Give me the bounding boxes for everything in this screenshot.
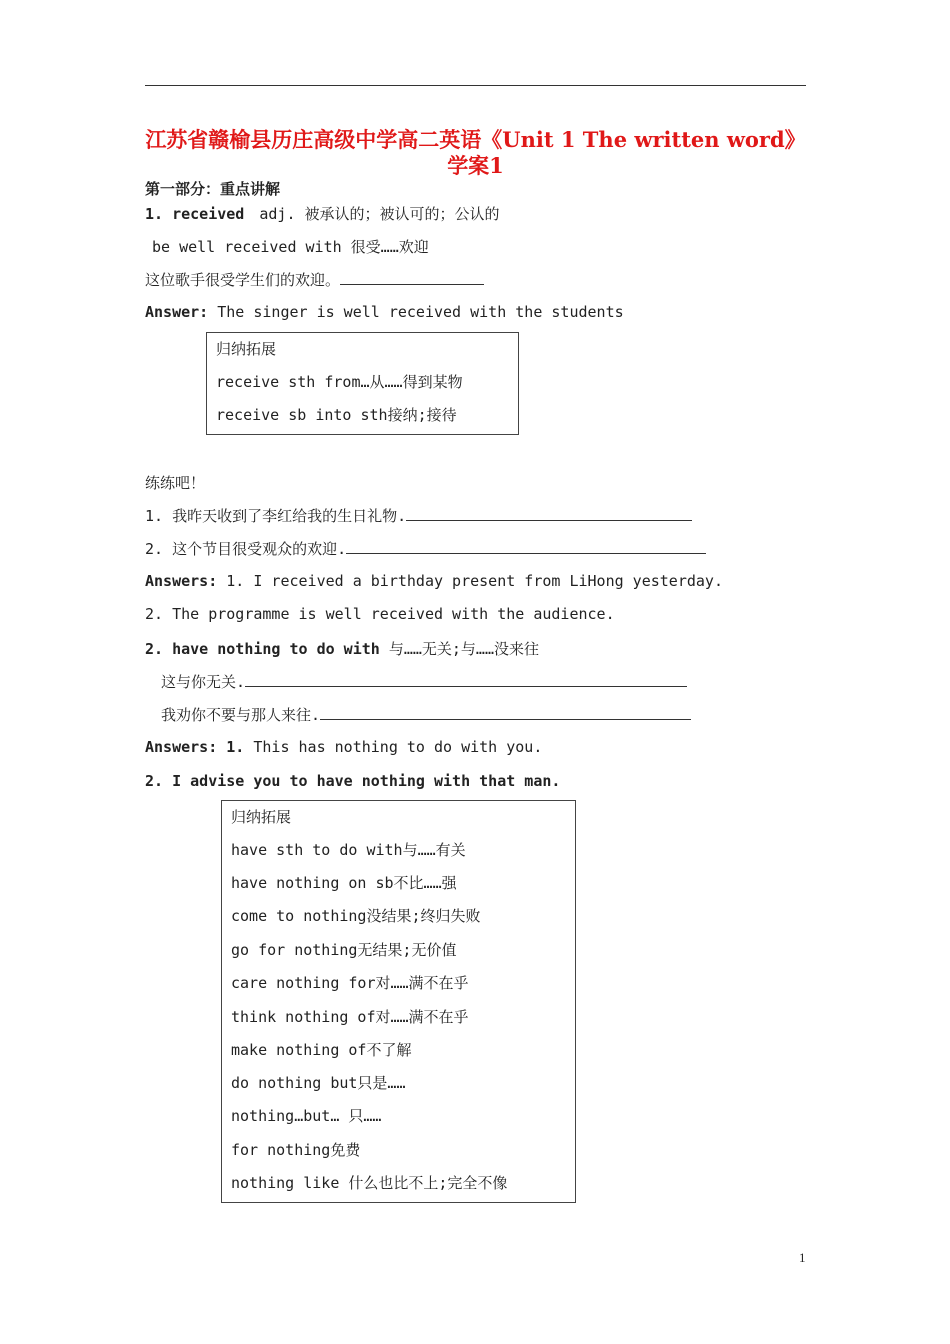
answer-blank xyxy=(245,672,687,687)
item2-number-phrase: 2. have nothing to do with xyxy=(145,640,380,658)
summary-box-2-line: have sth to do with与……有关 xyxy=(231,841,466,859)
summary-box-2-line: nothing…but… 只…… xyxy=(231,1107,382,1125)
item1-answer-label: Answer: xyxy=(145,303,209,321)
summary-box-1-line: receive sb into sth接纳;接待 xyxy=(216,406,457,424)
item2-answers-label: Answers: 1. xyxy=(145,738,245,756)
item1-phrase: be well received with 很受……欢迎 xyxy=(152,238,429,256)
item2-ex2-text: 我劝你不要与那人来往. xyxy=(161,706,321,724)
doc-title-line2: 学案1 xyxy=(447,153,504,178)
item2-heading xyxy=(145,638,539,659)
summary-box-1-title: 归纳拓展 xyxy=(216,340,277,358)
summary-box-2-line: care nothing for对……满不在乎 xyxy=(231,974,469,992)
item1-word: received xyxy=(172,205,245,223)
header-rule xyxy=(145,85,806,86)
answer-blank xyxy=(320,705,691,720)
summary-box-2-line: make nothing of不了解 xyxy=(231,1041,412,1059)
summary-box-2-line: nothing like 什么也比不上;完全不像 xyxy=(231,1174,508,1192)
summary-box-2-title: 归纳拓展 xyxy=(231,808,292,826)
summary-box-2-line: for nothing免费 xyxy=(231,1141,361,1159)
part1-heading: 第一部分：重点讲解 xyxy=(145,180,281,198)
item1-answer xyxy=(145,303,624,321)
summary-box-2-line: go for nothing无结果;无价值 xyxy=(231,941,457,959)
item2-ex1-text: 这与你无关. xyxy=(161,673,246,691)
practice-answer-1: 1. I received a birthday present from LiHong yesterday. xyxy=(226,572,723,590)
practice-q1-text: 1. 我昨天收到了李红给我的生日礼物. xyxy=(145,507,407,525)
summary-box-2-line: think nothing of对……满不在乎 xyxy=(231,1008,469,1026)
item1-number: 1. xyxy=(145,205,164,223)
item2-answer-1: This has nothing to do with you. xyxy=(253,738,543,756)
practice-q1 xyxy=(145,505,692,526)
item2-meaning: 与……无关;与……没来往 xyxy=(388,640,539,658)
practice-q2 xyxy=(145,538,706,559)
practice-heading: 练练吧！ xyxy=(145,474,206,492)
item1-meaning: adj. 被承认的；被认可的；公认的 xyxy=(259,205,500,223)
item1-heading xyxy=(145,203,500,224)
practice-answers-label: Answers: xyxy=(145,572,218,590)
item2-answers xyxy=(145,738,542,756)
item2-answer-2: 2. I advise you to have nothing with that man. xyxy=(145,772,561,790)
item1-exercise-text: 这位歌手很受学生们的欢迎。 xyxy=(145,271,341,289)
summary-box-2 xyxy=(221,800,576,1203)
summary-box-2-line: come to nothing没结果;终归失败 xyxy=(231,907,481,925)
answer-blank xyxy=(406,506,692,521)
answer-blank xyxy=(346,539,706,554)
item1-answer-text: The singer is well received with the students xyxy=(217,303,624,321)
answer-blank xyxy=(340,270,484,285)
summary-box-2-line: have nothing on sb不比……强 xyxy=(231,874,457,892)
practice-answer-2: 2. The programme is well received with the audience. xyxy=(145,605,615,623)
doc-title-line1: 江苏省赣榆县历庄高级中学高二英语《Unit 1 The written word》 xyxy=(145,127,806,152)
practice-answers xyxy=(145,572,723,590)
item2-exercise-2 xyxy=(161,704,691,725)
summary-box-2-line: do nothing but只是…… xyxy=(231,1074,406,1092)
summary-box-1-line: receive sth from…从……得到某物 xyxy=(216,373,463,391)
item1-exercise xyxy=(145,269,484,290)
page-number: 1 xyxy=(799,1250,806,1265)
summary-box-1 xyxy=(206,332,519,435)
item2-exercise-1 xyxy=(161,671,687,692)
practice-q2-text: 2. 这个节目很受观众的欢迎. xyxy=(145,540,347,558)
